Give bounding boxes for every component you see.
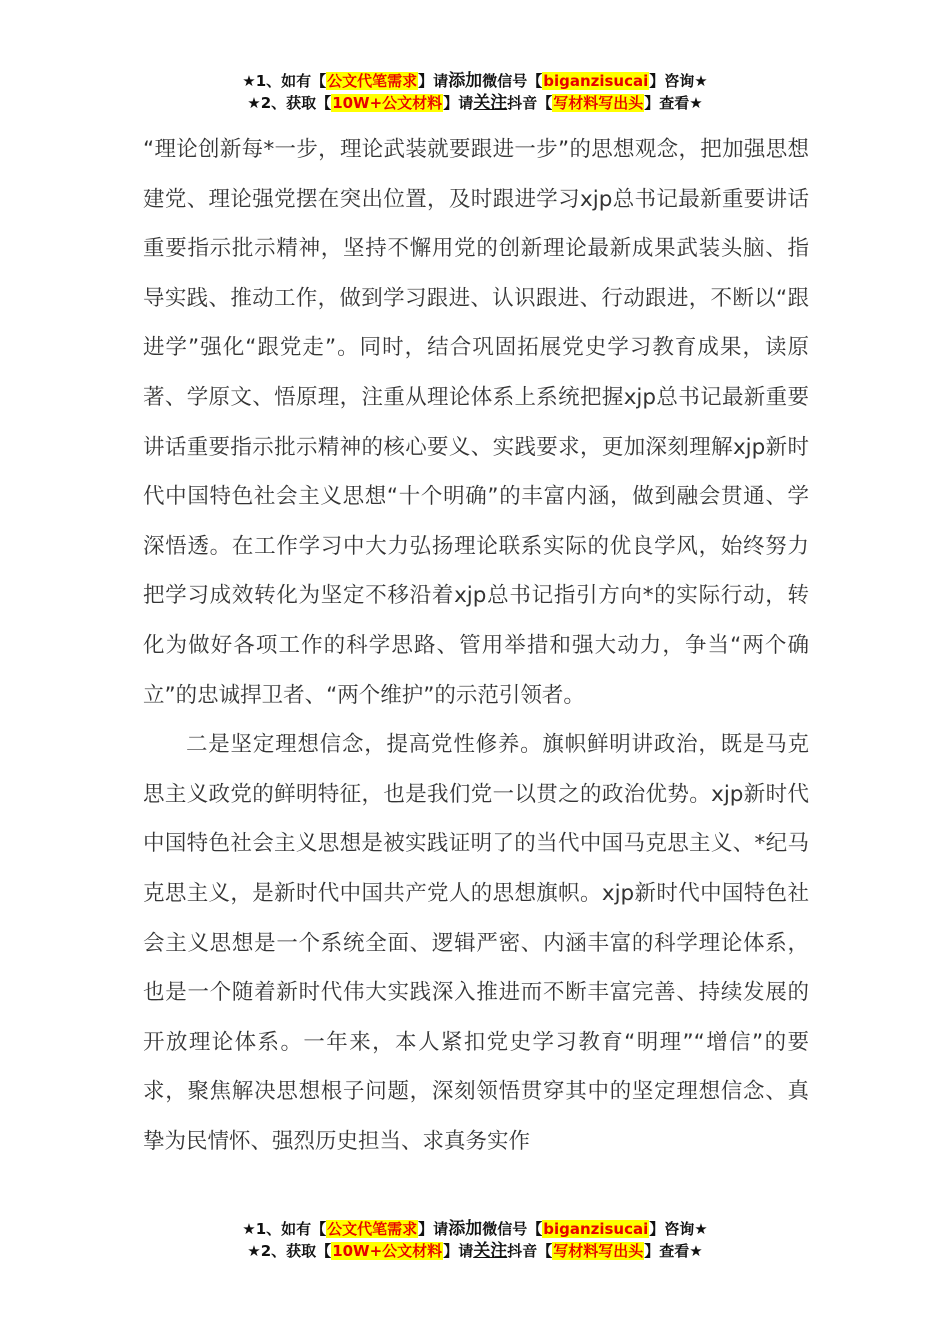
document-body bbox=[143, 125, 809, 1166]
banner-text: 】请 bbox=[443, 1242, 474, 1260]
banner-suffix: 】咨询★ bbox=[649, 1220, 708, 1238]
banner-line-2 bbox=[0, 92, 950, 114]
body-paragraph-2: 二是坚定理想信念，提高党性修养。旗帜鲜明讲政治，既是马克思主义政党的鲜明特征，也是我们党一以贯之的政治优势。xjp新时代中国特色社会主义思想是被实践证明了的当代中国马克思主义、*纪马克思主义，是新时代中国共产党人的思想旗帜。xjp新时代中国特色社会主义思想是一个系统全面、逻辑严密、内涵丰富的科学理论体系，也是一个随着新时代伟大实践深入推进而不断丰富完善、持续发展的开放理论体系。一年来，本人紧扣党史学习教育“明理”“增信”的要求，聚焦解决思想根子问题，深刻领悟贯穿其中的坚定理想信念、真挚为民情怀、强烈历史担当、求真务实作 bbox=[143, 732, 809, 1154]
body-paragraph-1: “理论创新每*一步，理论武装就要跟进一步”的思想观念，把加强思想建党、理论强党摆在突出位置，及时跟进学习xjp总书记最新重要讲话重要指示批示精神，坚持不懈用党的创新理论最新成果武装头脑、指导实践、推动工作，做到学习跟进、认识跟进、行动跟进，不断以“跟进学”强化“跟党走”。同时，结合巩固拓展党史学习教育成果，读原著、学原文、悟原理，注重从理论体系上系统把握xjp总书记最新重要讲话重要指示批示精神的核心要义、实践要求，更加深刻理解xjp新时代中国特色社会主义思想“十个明确”的丰富内涵，做到融会贯通、学深悟透。在工作学习中大力弘扬理论联系实际的优良学风，始终努力把学习成效转化为坚定不移沿着xjp总书记指引方向*的实际行动，转化为做好各项工作的科学思路、管用举措和强大动力，争当“两个确立”的忠诚捍卫者、“两个维护”的示范引领者。 bbox=[143, 137, 809, 708]
banner-emphasis: 添加 bbox=[448, 71, 483, 91]
banner-suffix: 】查看★ bbox=[644, 1242, 703, 1260]
banner-prefix: ★1、如有【 bbox=[242, 1220, 327, 1238]
banner-line-1 bbox=[0, 70, 950, 92]
header-banner bbox=[0, 70, 950, 114]
banner-prefix: ★2、获取【 bbox=[247, 94, 332, 112]
banner-highlight-wechat-id: biganzisucai bbox=[543, 1220, 649, 1238]
banner-highlight-materials: 10W+公文材料 bbox=[332, 1242, 443, 1260]
banner-text: 】请 bbox=[443, 94, 474, 112]
banner-prefix: ★1、如有【 bbox=[242, 72, 327, 90]
banner-prefix: ★2、获取【 bbox=[247, 1242, 332, 1260]
banner-highlight-wechat-id: biganzisucai bbox=[543, 72, 649, 90]
banner-suffix: 】咨询★ bbox=[649, 72, 708, 90]
banner-text: 微信号【 bbox=[482, 1220, 543, 1238]
banner-emphasis: 关注 bbox=[473, 1241, 508, 1261]
banner-line-1 bbox=[0, 1218, 950, 1240]
banner-emphasis: 关注 bbox=[473, 93, 508, 113]
banner-highlight-service: 公文代笔需求 bbox=[327, 72, 418, 90]
banner-highlight-douyin-id: 写材料写出头 bbox=[553, 94, 644, 112]
footer-banner bbox=[0, 1218, 950, 1262]
banner-highlight-service: 公文代笔需求 bbox=[327, 1220, 418, 1238]
banner-text: 抖音【 bbox=[507, 94, 553, 112]
banner-text: 】请 bbox=[418, 1220, 449, 1238]
banner-text: 抖音【 bbox=[507, 1242, 553, 1260]
banner-highlight-materials: 10W+公文材料 bbox=[332, 94, 443, 112]
banner-suffix: 】查看★ bbox=[644, 94, 703, 112]
banner-line-2 bbox=[0, 1240, 950, 1262]
banner-emphasis: 添加 bbox=[448, 1219, 483, 1239]
banner-highlight-douyin-id: 写材料写出头 bbox=[553, 1242, 644, 1260]
banner-text: 】请 bbox=[418, 72, 449, 90]
banner-text: 微信号【 bbox=[482, 72, 543, 90]
